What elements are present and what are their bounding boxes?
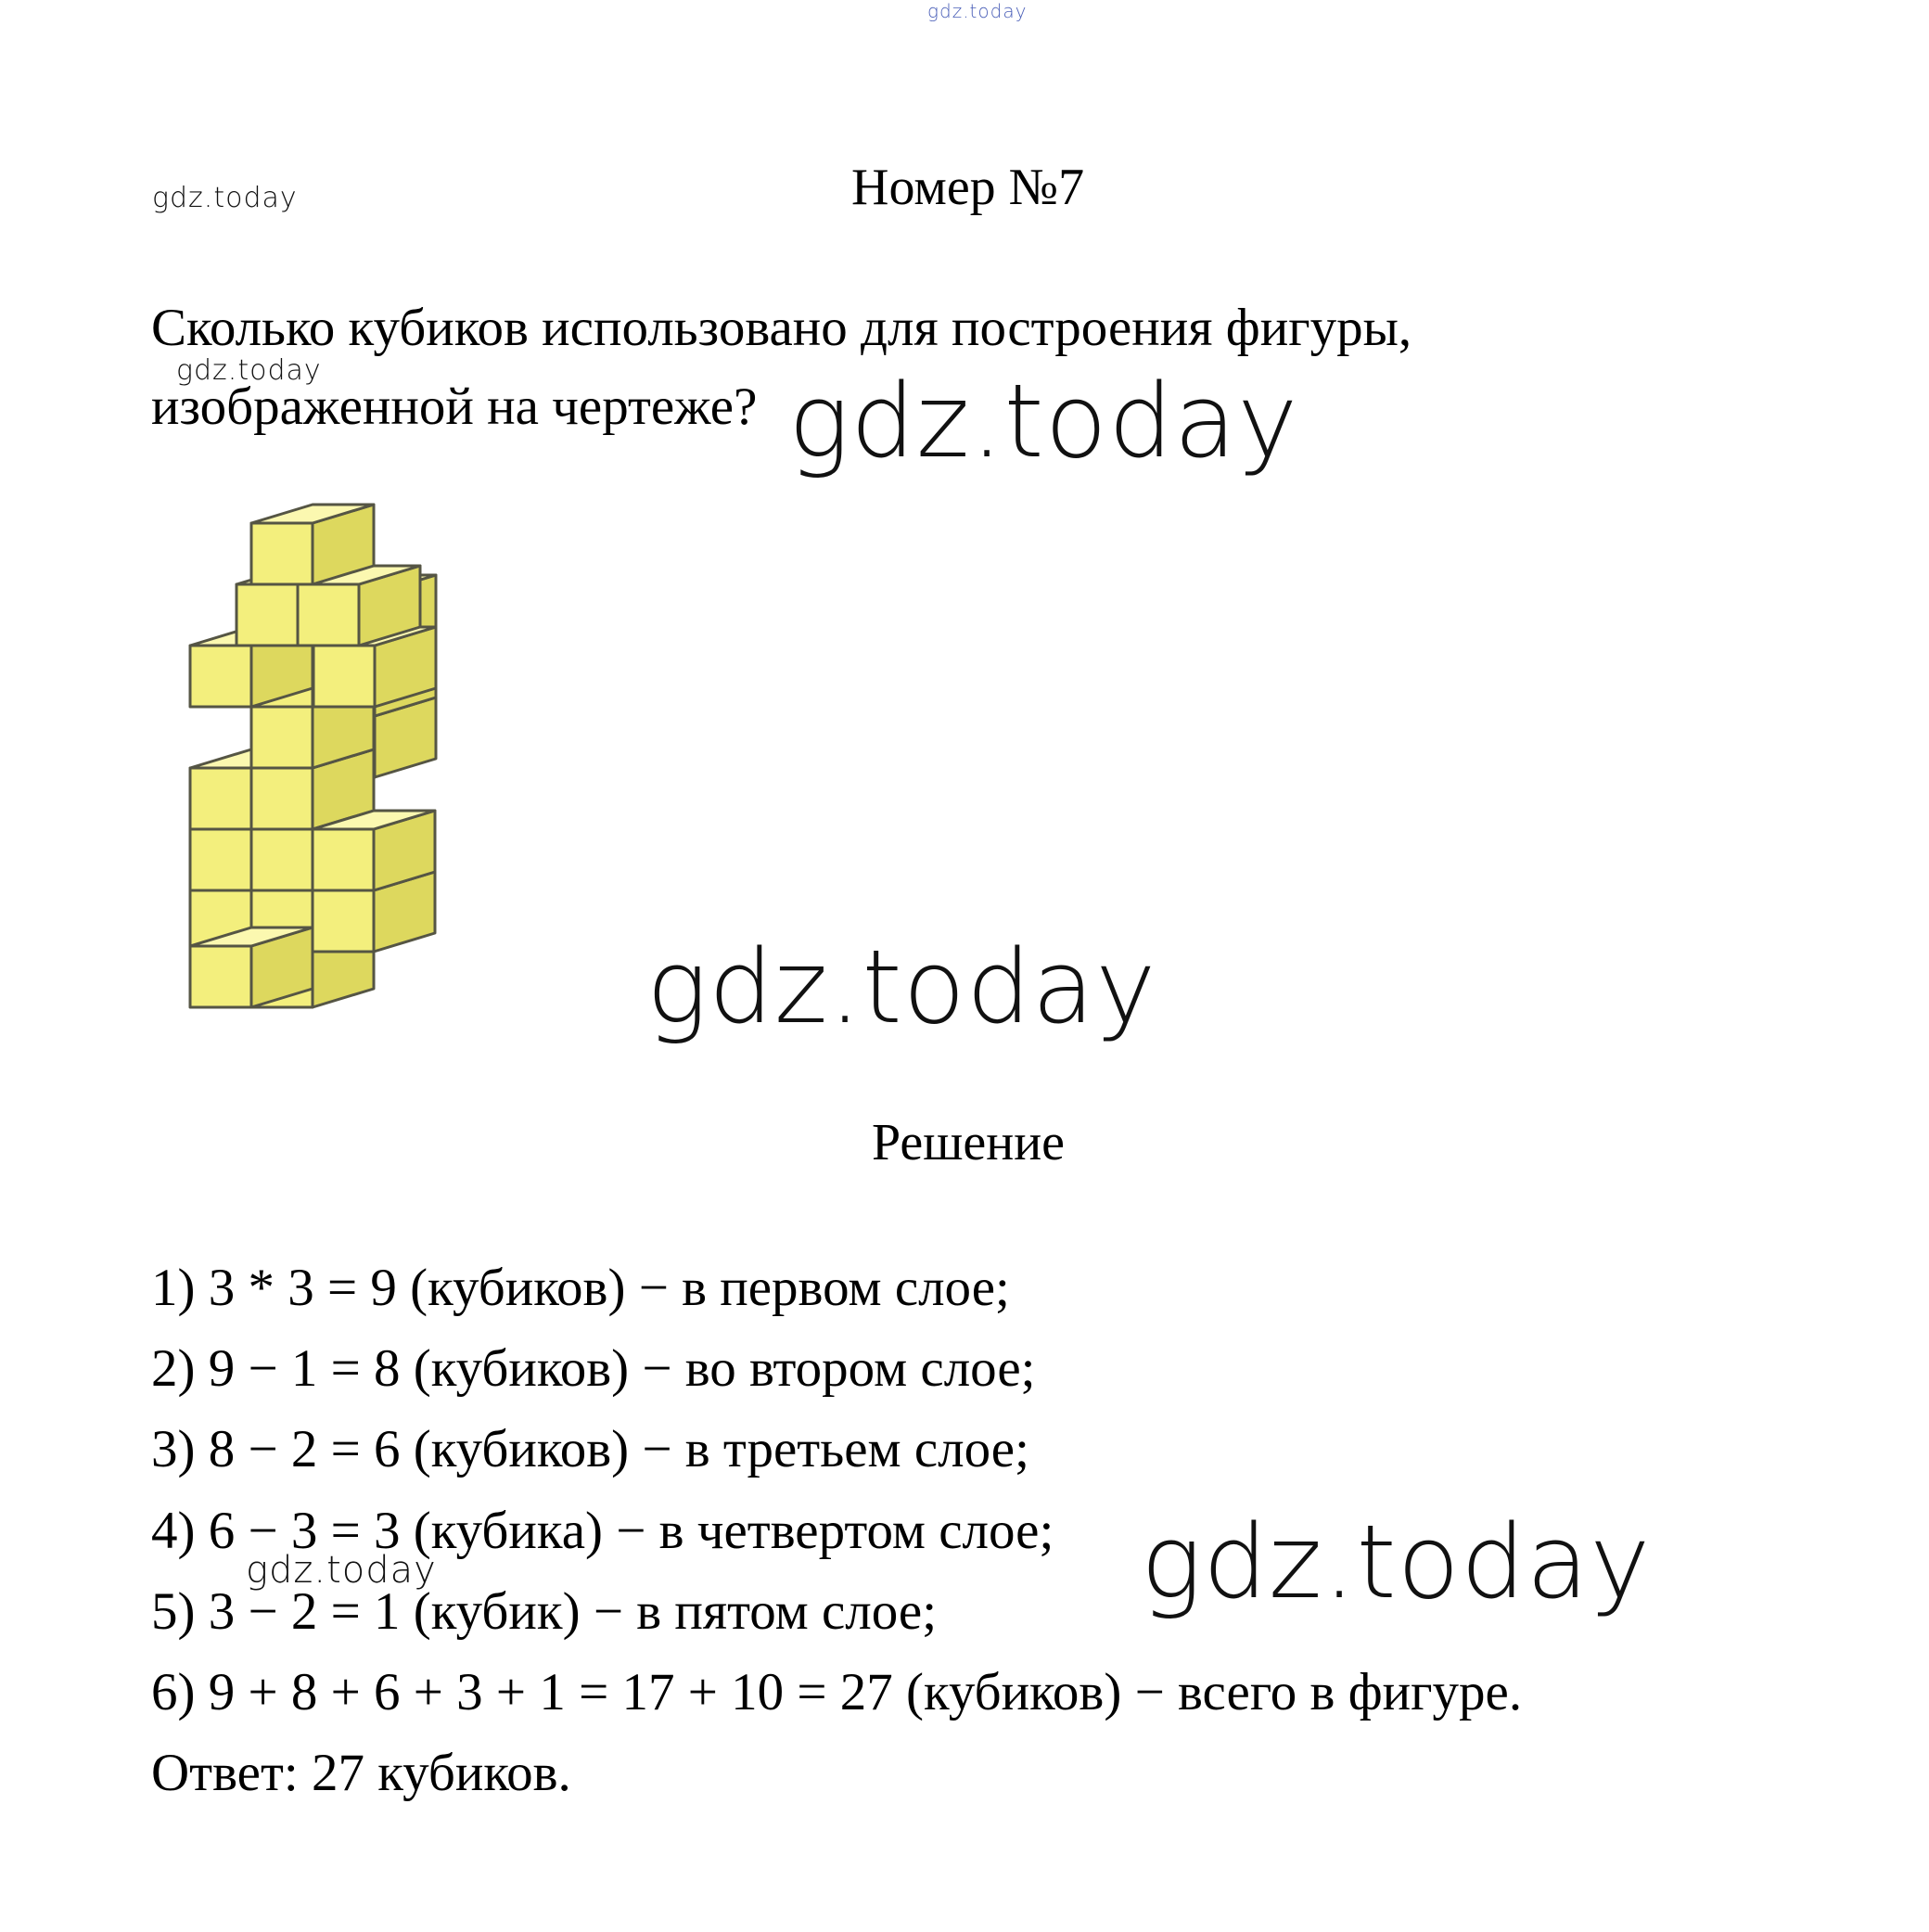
question-line-1: Сколько кубиков использовано для построения фигуры, [151, 299, 1412, 357]
cube-front-face [190, 946, 251, 1007]
cube-front-face [236, 584, 298, 646]
solution-step-1: 1) 3 * 3 = 9 (кубиков) − в первом слое; [151, 1259, 1010, 1317]
cube-front-face [313, 829, 374, 890]
question-line-2: изображенной на чертеже? [151, 377, 758, 436]
page-title: Номер №7 [851, 159, 1085, 216]
solution-step-5: 5) 3 − 2 = 1 (кубик) − в пятом слое; [151, 1582, 938, 1641]
watermark-large-2: gdz.today [646, 928, 1157, 1046]
watermark-large-1: gdz.today [788, 362, 1299, 480]
cube-front-face [313, 646, 375, 707]
solution-step-3: 3) 8 − 2 = 6 (кубиков) − в третьем слое; [151, 1420, 1029, 1478]
cube-front-face [251, 829, 313, 890]
cube-front-face [251, 707, 313, 768]
watermark-small-1: gdz.today [152, 182, 298, 214]
solution-heading: Решение [872, 1114, 1066, 1171]
solution-step-4: 4) 6 − 3 = 3 (кубика) − в четвертом слое; [151, 1502, 1054, 1560]
watermark-top: gdz.today [927, 0, 1028, 22]
cube-figure [181, 464, 598, 1020]
cube-front-face [190, 829, 251, 890]
solution-step-6: 6) 9 + 8 + 6 + 3 + 1 = 17 + 10 = 27 (кубиков) − всего в фигуре. [151, 1663, 1523, 1721]
watermark-small-3: gdz.today [246, 1549, 437, 1592]
cube-front-face [190, 646, 251, 707]
cube-front-face [251, 523, 313, 584]
watermark-small-2: gdz.today [176, 354, 322, 387]
cube-front-face [190, 768, 251, 829]
solution-step-2: 2) 9 − 1 = 8 (кубиков) − во втором слое; [151, 1339, 1036, 1398]
cube-front-face [313, 890, 374, 952]
cube-front-face [298, 584, 359, 646]
watermark-large-3: gdz.today [1141, 1503, 1652, 1621]
cube-front-face [251, 768, 313, 829]
answer: Ответ: 27 кубиков. [151, 1744, 571, 1802]
